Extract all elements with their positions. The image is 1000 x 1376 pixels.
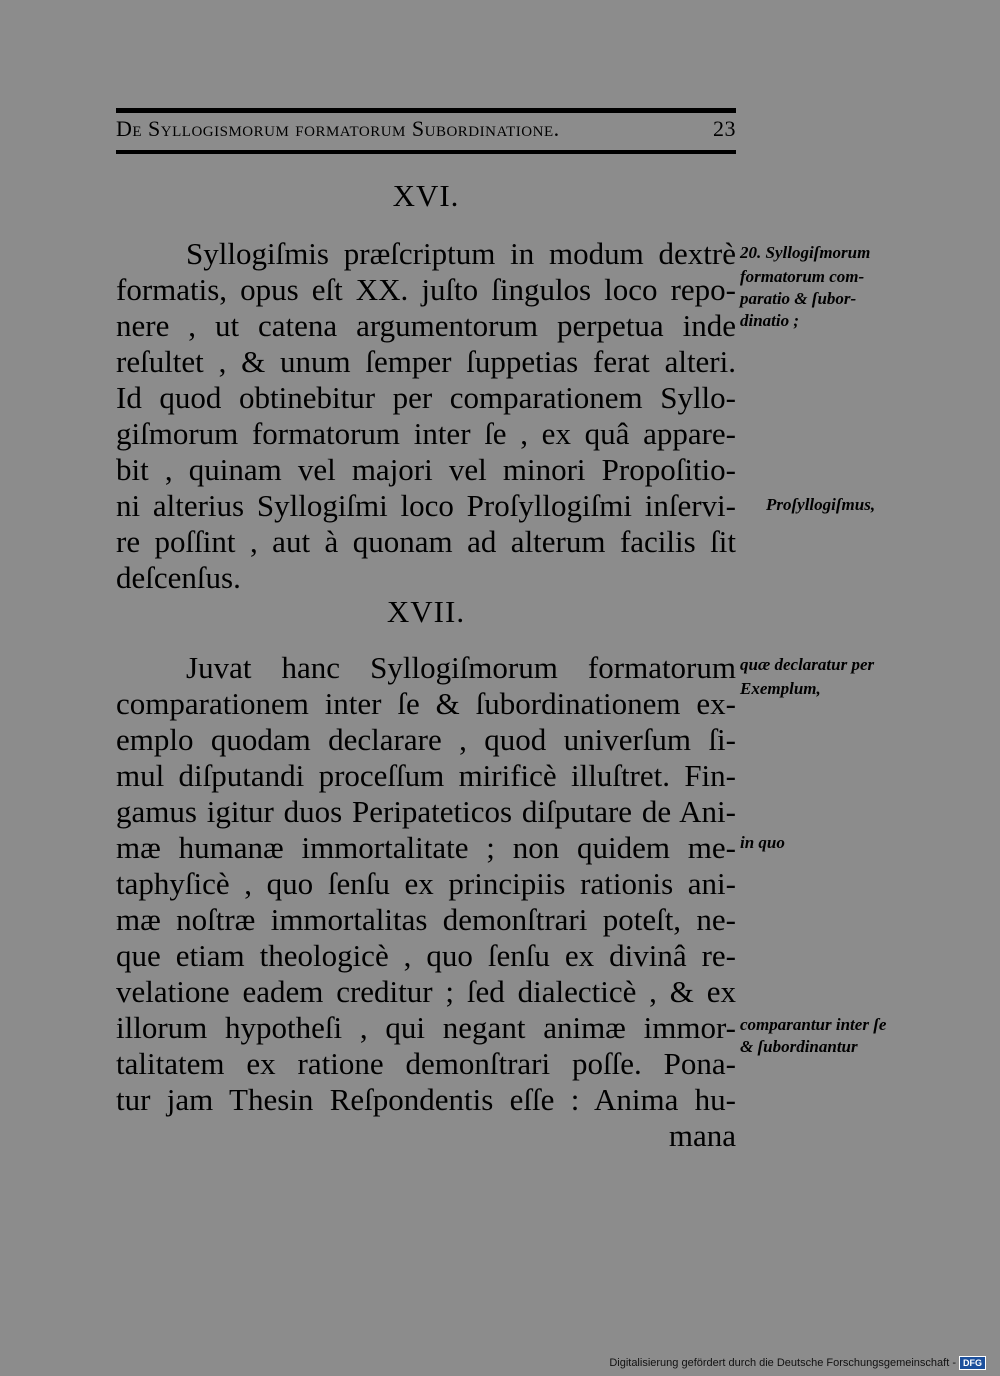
text-line: nere , ut catena argumentorum perpetua inde [116, 308, 736, 343]
text-line: velatione eadem creditur ; ſed dialecticè , & ex [116, 974, 736, 1009]
running-head [116, 116, 736, 142]
margin-note: & ſubordinantur [740, 1037, 858, 1056]
text-line: comparationem inter ſe & ſubordinationem ex- [116, 686, 736, 721]
margin-note: 20. Syllogiſmorum [740, 243, 871, 262]
text-line: Syllogiſmis præſcriptum in modum dextrè [186, 236, 736, 271]
margin-note: dinatio ; [740, 311, 800, 330]
text-line: talitatem ex ratione demonſtrari poſſe. Pona- [116, 1046, 736, 1081]
text-line: mæ noſtræ immortalitas demonſtrari poteſt, ne- [116, 902, 736, 937]
margin-note: formatorum com- [740, 267, 865, 286]
margin-note: Proſyllogiſmus, [766, 495, 876, 514]
text-line: que etiam theologicè , quo ſenſu ex divinâ re- [116, 938, 736, 973]
catchword: mana [668, 1118, 736, 1153]
text-line: giſmorum formatorum inter ſe , ex quâ appare- [116, 416, 736, 451]
text-line: bit , quinam vel majori vel minori Propoſitio- [116, 452, 736, 487]
text-line: Juvat hanc Syllogiſmorum formatorum [186, 650, 736, 685]
text-line: Id quod obtinebitur per comparationem Syllo- [116, 380, 736, 415]
text-line: mul diſputandi proceſſum mirificè illuſtret. Fin- [116, 758, 736, 793]
margin-note: in quo [740, 833, 785, 852]
text-line: illorum hypotheſi , qui negant animæ immor- [116, 1010, 736, 1045]
text-line: reſultet , & unum ſemper ſuppetias ferat alteri. [116, 344, 736, 379]
margin-note: Exemplum, [740, 679, 821, 698]
text-line: formatis, opus eſt XX. juſto ſingulos loco repo- [116, 272, 736, 307]
page-number: 23 [713, 116, 736, 141]
text-line: mæ humanæ immortalitate ; non quidem me- [116, 830, 736, 865]
credit-text: Digitalisierung gefördert durch die Deutsche Forschungsgemeinschaft - [609, 1357, 956, 1369]
digitization-credit [609, 1356, 986, 1370]
margin-note: paratio & ſubor- [740, 289, 857, 308]
dfg-logo: DFG [959, 1356, 986, 1370]
text-line: re poſſint , aut à quonam ad alterum facilis ſit [116, 524, 736, 559]
text-line: taphyſicè , quo ſenſu ex principiis rationis ani- [116, 866, 736, 901]
section-number: XVII. [386, 594, 466, 629]
text-line: deſcenſus. [116, 560, 241, 595]
margin-note: quæ declaratur per [740, 655, 875, 674]
text-line: gamus igitur duos Peripateticos diſputare de Ani- [116, 794, 736, 829]
header-rule-top [116, 108, 736, 113]
text-line: emplo quodam declarare , quod univerſum ſi- [116, 722, 736, 757]
section-number: XVI. [392, 178, 460, 213]
margin-note: comparantur inter ſe [740, 1015, 887, 1034]
text-line: tur jam Thesin Reſpondentis eſſe : Anima hu- [116, 1082, 736, 1117]
header-rule-bottom [116, 150, 736, 154]
text-line: ni alterius Syllogiſmi loco Proſyllogiſmi inſervi- [116, 488, 736, 523]
running-title: De Syllogismorum formatorum Subordinatione. [116, 116, 560, 141]
